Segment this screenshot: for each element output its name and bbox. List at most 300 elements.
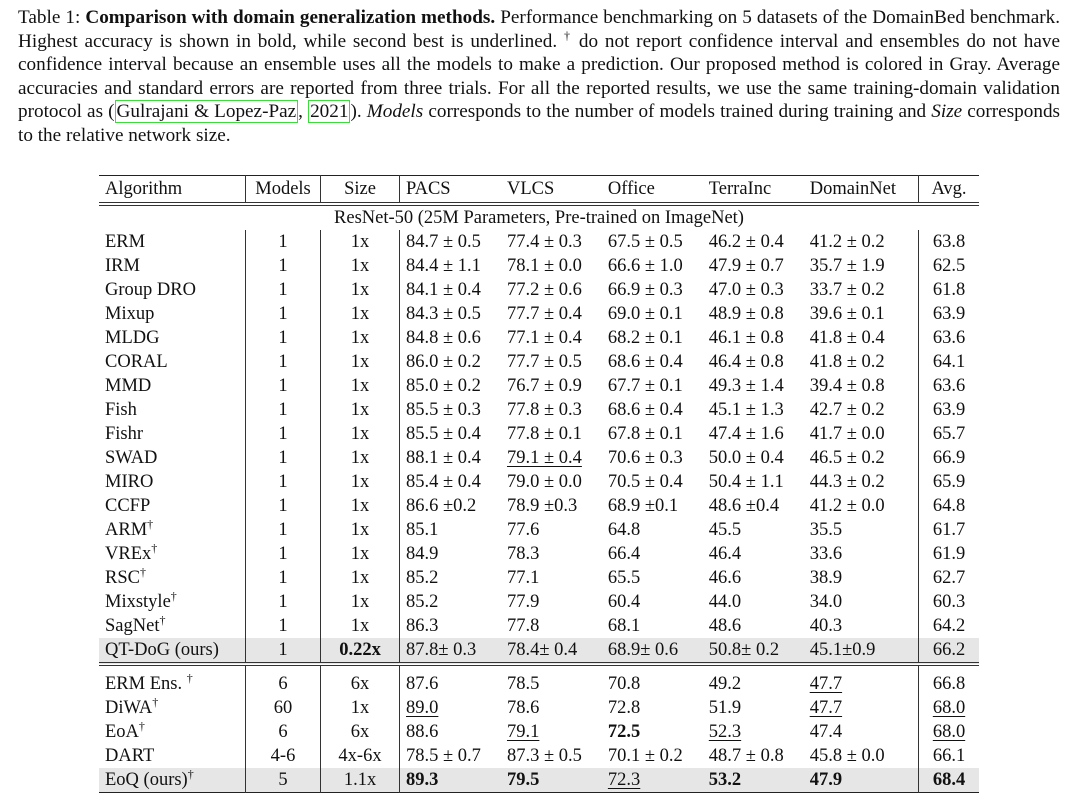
caption-text: , bbox=[298, 101, 309, 123]
dagger-mark: † bbox=[564, 28, 573, 43]
value-cell bbox=[246, 422, 321, 446]
value-cell bbox=[400, 350, 501, 374]
algorithm-name: CORAL bbox=[105, 352, 168, 372]
value-cell bbox=[703, 374, 804, 398]
table-row bbox=[99, 542, 979, 566]
value-cell bbox=[501, 302, 602, 326]
cell-value: 85.2 bbox=[406, 568, 439, 588]
value-cell bbox=[246, 230, 321, 254]
cell-value: 63.9 bbox=[932, 400, 966, 420]
value-cell bbox=[501, 542, 602, 566]
algorithm-cell bbox=[99, 638, 246, 664]
value-cell bbox=[501, 398, 602, 422]
algorithm-name: EoQ (ours) bbox=[105, 770, 188, 790]
cell-value: 1x bbox=[350, 256, 370, 276]
value-cell bbox=[804, 278, 919, 302]
value-cell bbox=[602, 744, 703, 768]
cell-value: 89.0 bbox=[406, 698, 439, 718]
value-cell bbox=[919, 664, 980, 696]
table-row bbox=[99, 566, 979, 590]
value-cell bbox=[321, 494, 400, 518]
value-cell bbox=[246, 518, 321, 542]
value-cell bbox=[602, 518, 703, 542]
value-cell bbox=[321, 590, 400, 614]
cell-value: 68.0 bbox=[932, 722, 966, 742]
value-cell bbox=[919, 638, 980, 664]
value-cell bbox=[321, 720, 400, 744]
cell-value: 77.8 bbox=[506, 616, 540, 636]
value-cell bbox=[804, 230, 919, 254]
cell-value: 5 bbox=[278, 770, 288, 790]
dagger-mark: † bbox=[152, 694, 159, 709]
table-row bbox=[99, 254, 979, 278]
value-cell bbox=[501, 590, 602, 614]
value-cell bbox=[246, 638, 321, 664]
cell-value: 1x bbox=[350, 232, 370, 252]
cell-value: 70.8 bbox=[607, 674, 641, 694]
cell-value: 1 bbox=[278, 256, 288, 276]
value-cell bbox=[400, 422, 501, 446]
value-cell bbox=[321, 696, 400, 720]
cell-value: 4-6 bbox=[270, 746, 296, 766]
cell-value: 50.8± 0.2 bbox=[708, 640, 780, 660]
cell-value: 48.7 ± 0.8 bbox=[708, 746, 784, 766]
column-header: Avg. bbox=[919, 176, 980, 205]
value-cell bbox=[246, 302, 321, 326]
cell-value: 45.5 bbox=[708, 520, 742, 540]
cell-value: 1x bbox=[350, 592, 370, 612]
dagger-mark: † bbox=[139, 564, 146, 579]
value-cell bbox=[246, 566, 321, 590]
cell-value: 65.7 bbox=[932, 424, 966, 444]
table-row bbox=[99, 744, 979, 768]
cell-value: 68.6 ± 0.4 bbox=[607, 400, 683, 420]
value-cell bbox=[919, 374, 980, 398]
value-cell bbox=[400, 664, 501, 696]
algorithm-name: Fish bbox=[105, 400, 137, 420]
cell-value: 85.5 ± 0.4 bbox=[406, 424, 481, 444]
cell-value: 61.9 bbox=[932, 544, 966, 564]
cell-value: 1x bbox=[350, 400, 370, 420]
cell-value: 44.0 bbox=[708, 592, 742, 612]
value-cell bbox=[400, 494, 501, 518]
algorithm-cell bbox=[99, 494, 246, 518]
table-row bbox=[99, 302, 979, 326]
cell-value: 86.3 bbox=[406, 616, 439, 636]
value-cell bbox=[703, 446, 804, 470]
value-cell bbox=[501, 350, 602, 374]
value-cell bbox=[400, 302, 501, 326]
algorithm-cell bbox=[99, 302, 246, 326]
cell-value: 77.7 ± 0.5 bbox=[506, 352, 582, 372]
cell-value: 1x bbox=[350, 280, 370, 300]
algorithm-name: ERM Ens. bbox=[105, 674, 187, 694]
value-cell bbox=[321, 614, 400, 638]
value-cell bbox=[919, 590, 980, 614]
value-cell bbox=[804, 664, 919, 696]
value-cell bbox=[804, 768, 919, 793]
algorithm-cell bbox=[99, 278, 246, 302]
value-cell bbox=[246, 398, 321, 422]
value-cell bbox=[804, 744, 919, 768]
value-cell bbox=[602, 614, 703, 638]
value-cell bbox=[919, 566, 980, 590]
cell-value: 66.9 ± 0.3 bbox=[607, 280, 683, 300]
cell-value: 51.9 bbox=[708, 698, 742, 718]
cell-value: 68.1 bbox=[607, 616, 641, 636]
value-cell bbox=[321, 566, 400, 590]
value-cell bbox=[246, 350, 321, 374]
cell-value: 47.4 ± 1.6 bbox=[708, 424, 784, 444]
algorithm-cell bbox=[99, 230, 246, 254]
value-cell bbox=[602, 302, 703, 326]
cell-value: 47.9 ± 0.7 bbox=[708, 256, 784, 276]
cell-value: 1x bbox=[350, 520, 370, 540]
cell-value: 1 bbox=[278, 448, 288, 468]
algorithm-cell bbox=[99, 470, 246, 494]
value-cell bbox=[400, 720, 501, 744]
cell-value: 84.8 ± 0.6 bbox=[406, 328, 481, 348]
cell-value: 1 bbox=[278, 616, 288, 636]
cell-value: 1x bbox=[350, 376, 370, 396]
cell-value: 70.6 ± 0.3 bbox=[607, 448, 683, 468]
cell-value: 62.5 bbox=[932, 256, 966, 276]
cell-value: 64.1 bbox=[932, 352, 966, 372]
comparison-table bbox=[99, 175, 979, 793]
value-cell bbox=[501, 638, 602, 664]
cell-value: 1 bbox=[278, 280, 288, 300]
algorithm-name: ERM bbox=[105, 232, 146, 252]
cell-value: 60.4 bbox=[607, 592, 641, 612]
cell-value: 1 bbox=[278, 472, 288, 492]
table-row bbox=[99, 470, 979, 494]
value-cell bbox=[919, 398, 980, 422]
table-row bbox=[99, 446, 979, 470]
algorithm-name: DART bbox=[105, 746, 155, 766]
value-cell bbox=[602, 326, 703, 350]
value-cell bbox=[501, 446, 602, 470]
value-cell bbox=[246, 542, 321, 566]
value-cell bbox=[919, 696, 980, 720]
caption-text: corresponds to the relative network size. bbox=[18, 101, 1061, 146]
value-cell bbox=[400, 518, 501, 542]
table-row bbox=[99, 422, 979, 446]
value-cell bbox=[919, 302, 980, 326]
citation-link-year[interactable]: 2021 bbox=[310, 101, 349, 123]
table-row bbox=[99, 494, 979, 518]
table-row bbox=[99, 696, 979, 720]
cell-value: 1x bbox=[350, 352, 370, 372]
cell-value: 50.0 ± 0.4 bbox=[708, 448, 784, 468]
cell-value: 33.7 ± 0.2 bbox=[809, 280, 885, 300]
size-term: Size bbox=[931, 101, 963, 123]
value-cell bbox=[703, 566, 804, 590]
cell-value: 63.6 bbox=[932, 376, 966, 396]
cell-value: 77.1 ± 0.4 bbox=[506, 328, 582, 348]
cell-value: 67.7 ± 0.1 bbox=[607, 376, 683, 396]
algorithm-cell bbox=[99, 350, 246, 374]
caption-label: Table 1: bbox=[18, 7, 81, 28]
caption-text: ). bbox=[350, 101, 367, 123]
value-cell bbox=[246, 614, 321, 638]
value-cell bbox=[400, 398, 501, 422]
value-cell bbox=[501, 374, 602, 398]
algorithm-cell bbox=[99, 744, 246, 768]
cell-value: 77.7 ± 0.4 bbox=[506, 304, 582, 324]
cell-value: 78.5 ± 0.7 bbox=[406, 746, 481, 766]
value-cell bbox=[703, 768, 804, 793]
cell-value: 0.22x bbox=[339, 640, 381, 660]
cell-value: 47.0 ± 0.3 bbox=[708, 280, 784, 300]
cell-value: 46.2 ± 0.4 bbox=[708, 232, 784, 252]
cell-value: 35.7 ± 1.9 bbox=[809, 256, 885, 276]
value-cell bbox=[246, 768, 321, 793]
cell-value: 84.1 ± 0.4 bbox=[406, 280, 481, 300]
cell-value: 1x bbox=[350, 448, 370, 468]
value-cell bbox=[321, 542, 400, 566]
cell-value: 84.7 ± 0.5 bbox=[406, 232, 481, 252]
algorithm-cell bbox=[99, 768, 246, 793]
cell-value: 48.6 bbox=[708, 616, 742, 636]
value-cell bbox=[602, 422, 703, 446]
cell-value: 6 bbox=[278, 674, 288, 694]
cell-value: 70.1 ± 0.2 bbox=[607, 746, 683, 766]
value-cell bbox=[804, 374, 919, 398]
value-cell bbox=[246, 326, 321, 350]
cell-value: 1x bbox=[350, 472, 370, 492]
cell-value: 66.9 bbox=[932, 448, 966, 468]
value-cell bbox=[804, 696, 919, 720]
cell-value: 67.8 ± 0.1 bbox=[607, 424, 683, 444]
value-cell bbox=[602, 590, 703, 614]
value-cell bbox=[602, 398, 703, 422]
cell-value: 48.9 ± 0.8 bbox=[708, 304, 784, 324]
cell-value: 41.2 ± 0.2 bbox=[809, 232, 885, 252]
value-cell bbox=[400, 374, 501, 398]
value-cell bbox=[501, 494, 602, 518]
cell-value: 68.6 ± 0.4 bbox=[607, 352, 683, 372]
value-cell bbox=[804, 398, 919, 422]
value-cell bbox=[703, 470, 804, 494]
algorithm-name: MMD bbox=[105, 376, 152, 396]
cell-value: 1 bbox=[278, 544, 288, 564]
algorithm-name: Group DRO bbox=[105, 280, 196, 300]
cell-value: 87.3 ± 0.5 bbox=[506, 746, 582, 766]
algorithm-cell bbox=[99, 720, 246, 744]
value-cell bbox=[602, 254, 703, 278]
value-cell bbox=[703, 744, 804, 768]
table-row bbox=[99, 518, 979, 542]
value-cell bbox=[321, 398, 400, 422]
cell-value: 48.6 ±0.4 bbox=[708, 496, 780, 516]
value-cell bbox=[602, 768, 703, 793]
value-cell bbox=[400, 254, 501, 278]
value-cell bbox=[400, 744, 501, 768]
value-cell bbox=[602, 696, 703, 720]
value-cell bbox=[246, 446, 321, 470]
value-cell bbox=[400, 230, 501, 254]
cell-value: 85.1 bbox=[406, 520, 439, 540]
cell-value: 1x bbox=[350, 568, 370, 588]
value-cell bbox=[804, 470, 919, 494]
algorithm-cell bbox=[99, 398, 246, 422]
cell-value: 87.8± 0.3 bbox=[406, 640, 477, 660]
value-cell bbox=[919, 446, 980, 470]
value-cell bbox=[501, 470, 602, 494]
value-cell bbox=[919, 518, 980, 542]
algorithm-cell bbox=[99, 664, 246, 696]
cell-value: 86.0 ± 0.2 bbox=[406, 352, 481, 372]
value-cell bbox=[919, 326, 980, 350]
cell-value: 41.7 ± 0.0 bbox=[809, 424, 885, 444]
value-cell bbox=[246, 374, 321, 398]
value-cell bbox=[919, 254, 980, 278]
cell-value: 49.3 ± 1.4 bbox=[708, 376, 784, 396]
cell-value: 1.1x bbox=[343, 770, 377, 790]
value-cell bbox=[400, 614, 501, 638]
value-cell bbox=[321, 518, 400, 542]
value-cell bbox=[501, 518, 602, 542]
models-term: Models bbox=[366, 101, 424, 123]
cell-value: 77.6 bbox=[506, 520, 540, 540]
value-cell bbox=[919, 720, 980, 744]
value-cell bbox=[501, 664, 602, 696]
value-cell bbox=[804, 302, 919, 326]
value-cell bbox=[321, 302, 400, 326]
algorithm-name: SagNet bbox=[105, 616, 160, 636]
algorithm-name: CCFP bbox=[105, 496, 151, 516]
cell-value: 78.6 bbox=[506, 698, 540, 718]
cell-value: 33.6 bbox=[809, 544, 843, 564]
value-cell bbox=[602, 470, 703, 494]
cell-value: 72.8 bbox=[607, 698, 641, 718]
value-cell bbox=[703, 326, 804, 350]
caption-text: Performance benchmarking on 5 datasets of the DomainBed benchmark. Highest accuracy is shown in bold, while second best is underlined. bbox=[18, 7, 1061, 52]
cell-value: 68.2 ± 0.1 bbox=[607, 328, 683, 348]
cell-value: 1 bbox=[278, 496, 288, 516]
value-cell bbox=[804, 590, 919, 614]
value-cell bbox=[804, 446, 919, 470]
table-row bbox=[99, 326, 979, 350]
value-cell bbox=[246, 664, 321, 696]
value-cell bbox=[703, 398, 804, 422]
value-cell bbox=[501, 422, 602, 446]
algorithm-name: MIRO bbox=[105, 472, 154, 492]
table-row bbox=[99, 398, 979, 422]
cell-value: 1x bbox=[350, 698, 370, 718]
cell-value: 46.4 bbox=[708, 544, 742, 564]
algorithm-name: DiWA bbox=[105, 698, 153, 718]
value-cell bbox=[321, 446, 400, 470]
cell-value: 1 bbox=[278, 304, 288, 324]
value-cell bbox=[804, 566, 919, 590]
cell-value: 61.7 bbox=[932, 520, 966, 540]
value-cell bbox=[246, 254, 321, 278]
dagger-mark: † bbox=[170, 588, 177, 603]
table-row bbox=[99, 590, 979, 614]
value-cell bbox=[703, 494, 804, 518]
table-row bbox=[99, 638, 979, 664]
value-cell bbox=[919, 350, 980, 374]
cell-value: 47.7 bbox=[809, 674, 843, 694]
algorithm-name: EoA bbox=[105, 722, 139, 742]
value-cell bbox=[804, 614, 919, 638]
cell-value: 1 bbox=[278, 376, 288, 396]
cell-value: 84.9 bbox=[406, 544, 439, 564]
value-cell bbox=[919, 230, 980, 254]
value-cell bbox=[804, 254, 919, 278]
section-label: ResNet-50 (25M Parameters, Pre-trained on ImageNet) bbox=[334, 208, 744, 228]
cell-value: 46.4 ± 0.8 bbox=[708, 352, 784, 372]
algorithm-cell bbox=[99, 542, 246, 566]
cell-value: 39.6 ± 0.1 bbox=[809, 304, 885, 324]
value-cell bbox=[919, 768, 980, 793]
algorithm-name: QT-DoG (ours) bbox=[105, 640, 219, 660]
table-row bbox=[99, 664, 979, 696]
cell-value: 68.9 ±0.1 bbox=[607, 496, 679, 516]
value-cell bbox=[602, 278, 703, 302]
cell-value: 65.5 bbox=[607, 568, 641, 588]
cell-value: 1 bbox=[278, 520, 288, 540]
cell-value: 78.1 ± 0.0 bbox=[506, 256, 582, 276]
value-cell bbox=[602, 638, 703, 664]
value-cell bbox=[501, 696, 602, 720]
cell-value: 46.1 ± 0.8 bbox=[708, 328, 784, 348]
cell-value: 72.5 bbox=[607, 722, 641, 742]
algorithm-name: IRM bbox=[105, 256, 140, 276]
value-cell bbox=[501, 230, 602, 254]
cell-value: 63.6 bbox=[932, 328, 966, 348]
cell-value: 84.3 ± 0.5 bbox=[406, 304, 481, 324]
value-cell bbox=[703, 696, 804, 720]
value-cell bbox=[400, 566, 501, 590]
cell-value: 42.7 ± 0.2 bbox=[809, 400, 885, 420]
cell-value: 78.4± 0.4 bbox=[506, 640, 578, 660]
cell-value: 47.9 bbox=[809, 770, 843, 790]
value-cell bbox=[804, 720, 919, 744]
value-cell bbox=[321, 254, 400, 278]
column-header: DomainNet bbox=[809, 179, 897, 199]
cell-value: 1 bbox=[278, 352, 288, 372]
table-caption bbox=[18, 6, 1060, 148]
value-cell bbox=[501, 768, 602, 793]
value-cell bbox=[400, 696, 501, 720]
value-cell bbox=[703, 638, 804, 664]
cell-value: 88.1 ± 0.4 bbox=[406, 448, 481, 468]
cell-value: 63.9 bbox=[932, 304, 966, 324]
cell-value: 1x bbox=[350, 616, 370, 636]
algorithm-cell bbox=[99, 590, 246, 614]
cell-value: 45.8 ± 0.0 bbox=[809, 746, 885, 766]
cell-value: 63.8 bbox=[932, 232, 966, 252]
citation-link-authors[interactable]: Gulrajani & Lopez-Paz bbox=[116, 101, 297, 123]
value-cell bbox=[246, 590, 321, 614]
cell-value: 4x-6x bbox=[338, 746, 382, 766]
cell-value: 66.4 bbox=[607, 544, 641, 564]
cell-value: 79.0 ± 0.0 bbox=[506, 472, 582, 492]
value-cell bbox=[400, 542, 501, 566]
algorithm-cell bbox=[99, 254, 246, 278]
cell-value: 64.8 bbox=[932, 496, 966, 516]
cell-value: 78.9 ±0.3 bbox=[506, 496, 578, 516]
value-cell bbox=[400, 326, 501, 350]
value-cell bbox=[246, 720, 321, 744]
cell-value: 87.6 bbox=[406, 674, 439, 694]
column-header: Models bbox=[246, 176, 321, 205]
cell-value: 66.6 ± 1.0 bbox=[607, 256, 683, 276]
cell-value: 64.2 bbox=[932, 616, 966, 636]
value-cell bbox=[602, 230, 703, 254]
